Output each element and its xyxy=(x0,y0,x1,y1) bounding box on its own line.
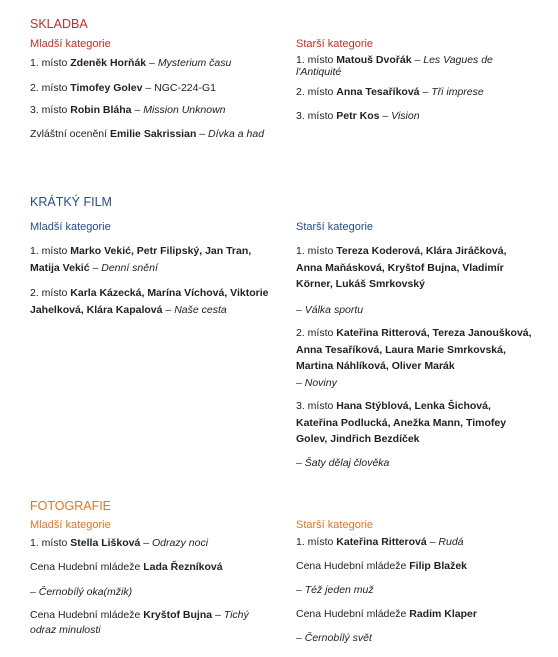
entry-skladba-older-1: 1. místo Matouš Dvořák – Les Vagues de l'Antiquité xyxy=(296,54,493,78)
entry-skladba-younger-1: 1. místo Zdeněk Horňák – Mysterium času xyxy=(30,57,232,69)
entry-foto-younger-3: Cena Hudební mládeže Kryštof Bujna – Tichý odraz minulosti xyxy=(30,609,249,636)
entry-film-older-3-work: – Šaty dělaj člověka xyxy=(296,457,390,469)
entry-skladba-older-3: 3. místo Petr Kos – Vision xyxy=(296,110,420,122)
entry-film-older-1: 1. místo Tereza Koderová, Klára Jiráčková, Anna Maňásková, Kryštof Bujna, Vladimír Körner, Lukáš Smrkovský xyxy=(296,245,507,290)
entry-skladba-younger-3: 3. místo Robin Bláha – Mission Unknown xyxy=(30,104,226,116)
entry-skladba-younger-special: Zvláštní ocenění Emilie Sakrissian – Dívka a had xyxy=(30,128,265,140)
entry-foto-older-2-work: – Též jeden muž xyxy=(296,584,374,596)
entry-film-younger-2: 2. místo Karla Kázecká, Marína Víchová, Viktorie Jahelková, Klára Kapalová – Naše cesta xyxy=(30,287,269,316)
section-title-foto: FOTOGRAFIE xyxy=(30,499,112,513)
subheading-foto-older: Starší kategorie xyxy=(296,519,374,531)
entry-film-older-2: 2. místo Kateřina Ritterová, Tereza Janoušková, Anna Tesaříková, Laura Marie Smrkovská, Martina Náhlíková, Oliver Marák – Noviny xyxy=(296,327,532,389)
entry-foto-older-2: Cena Hudební mládeže Filip Blažek xyxy=(296,560,468,572)
subheading-skladba-younger: Mladší kategorie xyxy=(30,38,111,50)
entry-foto-older-1: 1. místo Kateřina Ritterová – Rudá xyxy=(296,536,464,548)
entry-skladba-older-2: 2. místo Anna Tesaříková – Tři imprese xyxy=(296,86,484,98)
entry-foto-younger-1: 1. místo Stella Lišková – Odrazy noci xyxy=(30,537,209,549)
entry-film-older-1-work: – Válka sportu xyxy=(296,304,364,316)
section-title-skladba: SKLADBA xyxy=(30,17,88,31)
entry-skladba-younger-2: 2. místo Timofey Golev – NGC-224-G1 xyxy=(30,82,216,94)
entry-foto-younger-2: Cena Hudební mládeže Lada Řezníková xyxy=(30,561,223,573)
entry-film-younger-1: 1. místo Marko Vekić, Petr Filipský, Jan Tran, Matija Vekić – Denní snění xyxy=(30,245,252,274)
entry-film-older-3: 3. místo Hana Stýblová, Lenka Šichová, Kateřina Podlucká, Anežka Mann, Timofey Golev, Jindřich Bezdíček xyxy=(296,400,507,445)
entry-foto-older-3-work: – Černobílý svět xyxy=(296,632,372,644)
subheading-film-older: Starší kategorie xyxy=(296,221,374,233)
subheading-foto-younger: Mladší kategorie xyxy=(30,519,111,531)
entry-foto-younger-2-work: – Černobílý oka(mžik) xyxy=(30,586,133,598)
subheading-skladba-older: Starší kategorie xyxy=(296,38,374,50)
subheading-film-younger: Mladší kategorie xyxy=(30,221,111,233)
entry-foto-older-3: Cena Hudební mládeže Radim Klaper xyxy=(296,608,477,620)
section-title-film: KRÁTKÝ FILM xyxy=(30,195,112,209)
